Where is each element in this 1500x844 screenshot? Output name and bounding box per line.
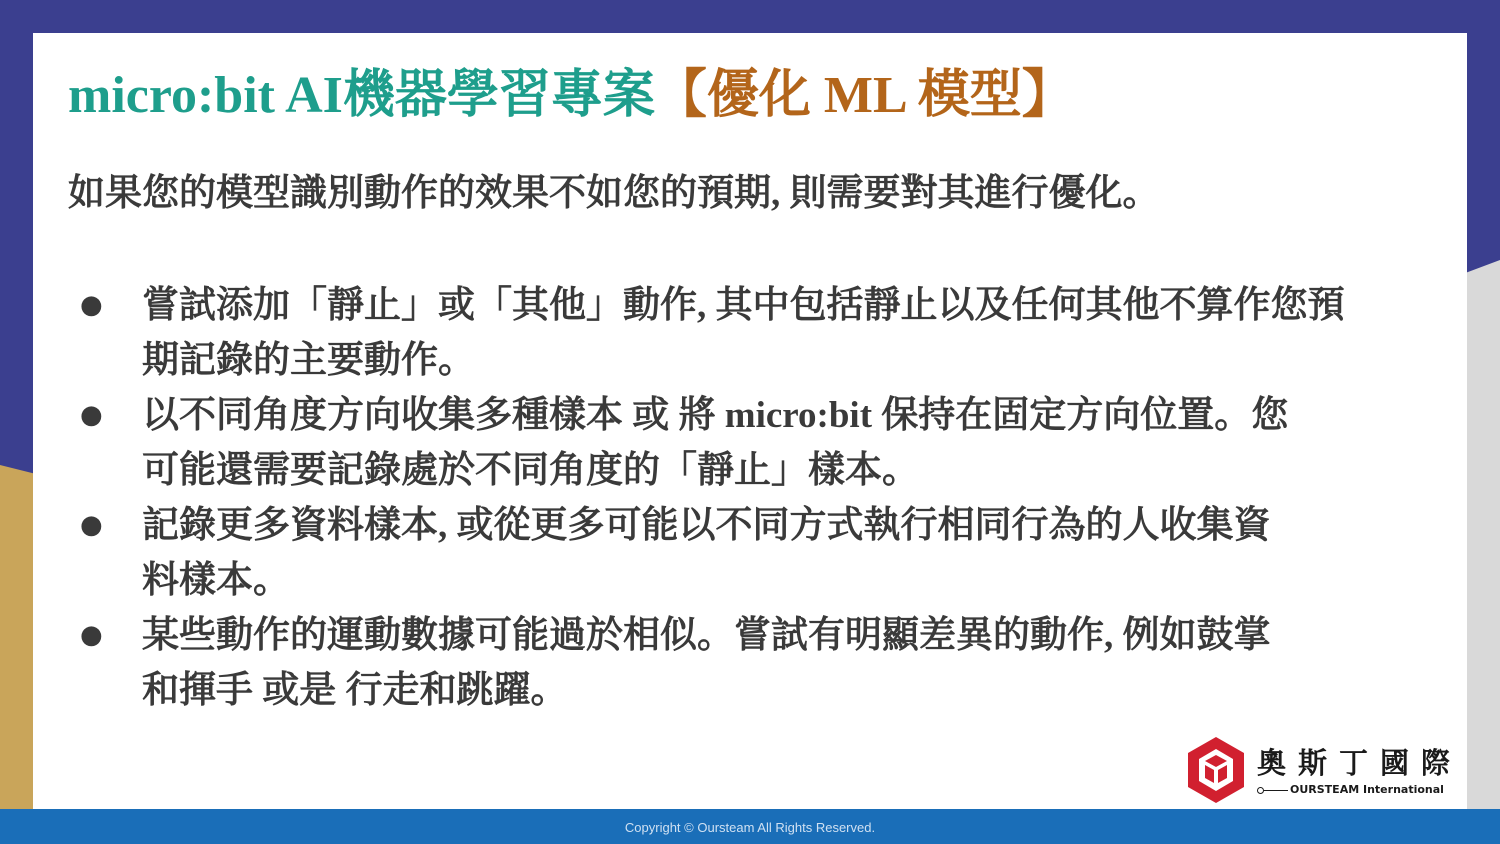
logo-sub-brand: OURSTEAM — [1290, 783, 1360, 796]
bullet-dot: ● — [80, 510, 103, 540]
slide-card — [33, 33, 1467, 809]
bullet-item — [68, 608, 1388, 718]
copyright-text: Copyright © Oursteam All Rights Reserved. — [624, 820, 876, 835]
footer-bar — [0, 809, 1500, 844]
bullet-text-line1: 以不同角度方向收集多種樣本 或 將 micro:bit 保持在固定方向位置。您 — [142, 395, 1289, 436]
logo-sub-word: International — [1363, 783, 1444, 796]
bullet-dot: ● — [80, 620, 103, 650]
bullet-text-line2: 期記錄的主要動作。 — [142, 340, 475, 381]
bullet-text-line1: 記錄更多資料樣本, 或從更多可能以不同方式執行相同行為的人收集資 — [142, 505, 1271, 546]
bullet-list — [68, 278, 1388, 718]
bullet-item — [68, 388, 1388, 498]
logo-subtitle — [1257, 783, 1444, 796]
bullet-dot: ● — [80, 400, 103, 430]
bullet-text-line2: 和揮手 或是 行走和跳躍。 — [142, 670, 568, 711]
logo-name: 奧斯丁國際 — [1257, 746, 1463, 780]
intro-paragraph: 如果您的模型識別動作的效果不如您的預期, 則需要對其進行優化。 — [68, 173, 1160, 214]
bullet-item — [68, 498, 1388, 608]
ring-icon — [1257, 787, 1264, 794]
bullet-item — [68, 278, 1388, 388]
divider-line — [1264, 790, 1288, 791]
title-highlight: 【優化 ML 模型】 — [654, 67, 1074, 124]
bullet-text-line2: 料樣本。 — [142, 560, 290, 601]
bullet-text-line1: 嘗試添加「靜止」或「其他」動作, 其中包括靜止以及任何其他不算作您預 — [142, 285, 1345, 326]
company-logo — [1185, 733, 1463, 807]
bullet-dot: ● — [80, 290, 103, 320]
title-main: micro:bit AI機器學習專案 — [68, 67, 655, 124]
cube-logo-icon — [1185, 735, 1247, 805]
bullet-text-line1: 某些動作的運動數據可能過於相似。嘗試有明顯差異的動作, 例如鼓掌 — [142, 615, 1271, 656]
bullet-text-line2: 可能還需要記錄處於不同角度的「靜止」樣本。 — [142, 450, 919, 491]
slide-title — [68, 63, 1074, 129]
